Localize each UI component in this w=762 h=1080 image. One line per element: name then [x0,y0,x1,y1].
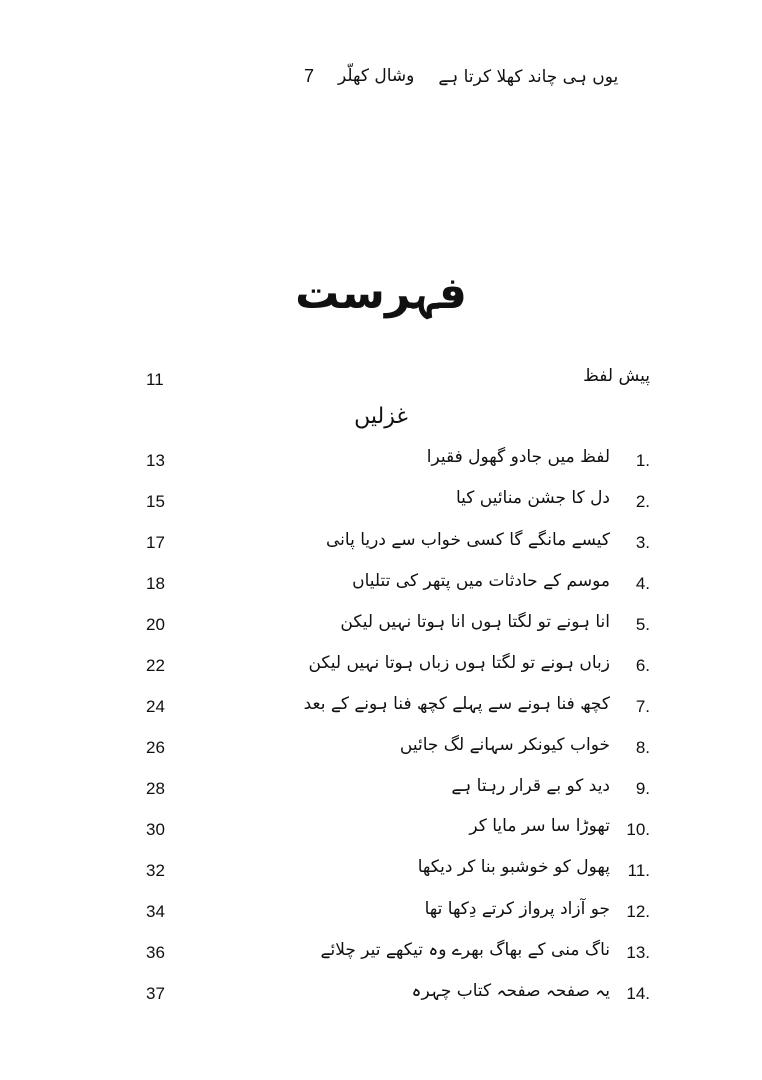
toc-entry-index: 1. [635,451,650,470]
header-book-title: یوں ہی چاند کھلا کرتا ہے [438,66,619,87]
toc-entry-text: پیش لفظ [583,366,650,386]
toc-entry-page: 36 [146,943,165,962]
toc-entry-index: 14. [626,984,650,1003]
toc-row [0,694,762,733]
toc-entry-index: 3. [635,533,650,552]
toc-entry-text: یہ صفحہ صفحہ کتاب چہرہ [411,981,610,1001]
toc-entry-index: 6. [635,656,650,675]
toc-entry-page: 30 [146,820,165,839]
toc-entry-index: 7. [635,697,650,716]
header-author: وشال کھلّر [338,66,415,86]
toc-row-preface [0,366,762,406]
toc-entry-page: 26 [146,738,165,757]
toc-entry-text: لفظ میں جادو گھول فقیرا [426,447,610,467]
toc-row [0,447,762,487]
toc-entry-index: 12. [626,902,650,921]
toc-row [0,612,762,651]
toc-entry-index: 5. [635,615,650,634]
toc-row [0,488,762,528]
toc-entry-page: 37 [146,984,165,1003]
toc-entry-index: 2. [635,492,650,511]
toc-entry-index: 4. [635,574,650,593]
toc-entry-text: دید کو بے قرار رہتا ہے [451,776,610,796]
toc-entry-text: زباں ہونے تو لگتا ہوں زباں ہوتا نہیں لیکن [308,653,610,673]
toc-entry-index: 13. [626,943,650,962]
toc-entry-text: پھول کو خوشبو بنا کر دیکھا [417,857,610,877]
toc-entry-index: 8. [635,738,650,757]
toc-row [0,653,762,692]
toc-entry-page: 15 [146,492,165,511]
header-page-number: 7 [304,65,315,86]
toc-entry-text: جو آزاد پرواز کرتے دِکھا تھا [424,899,610,919]
toc-row [0,776,762,815]
toc-row [0,816,762,856]
toc-row [0,857,762,897]
page-title: فہرست [295,268,467,319]
toc-entry-text: دل کا جشن منائیں کیا [455,488,610,508]
toc-row [0,530,762,569]
toc-row [0,940,762,979]
toc-row [0,899,762,938]
toc-row [0,735,762,774]
section-title: غزلیں [354,404,408,429]
toc-entry-text: ناگ منی کے بھاگ بھرے وہ تیکھے تیر چلائے [320,940,610,960]
toc-entry-page: 22 [146,656,165,675]
toc-entry-text: انا ہونے تو لگتا ہوں انا ہوتا نہیں لیکن [340,612,610,632]
toc-entry-text: تھوڑا سا سر مایا کر [469,816,610,836]
toc-entry-page: 18 [146,574,165,593]
toc-entry-index: 9. [635,779,650,798]
toc-entry-page: 24 [146,697,165,716]
toc-entry-page: 13 [146,451,165,470]
toc-entry-text: خواب کیونکر سہانے لگ جائیں [399,735,610,755]
toc-row [0,981,762,1020]
toc-entry-page: 20 [146,615,165,634]
toc-entry-text: موسم کے حادثات میں پتھر کی تتلیاں [352,571,610,591]
toc-entry-text: کچھ فنا ہونے سے پہلے کچھ فنا ہونے کے بعد [303,694,610,714]
toc-entry-page: 34 [146,902,165,921]
running-header [280,58,619,94]
toc-row [0,571,762,610]
toc-entry-index: 11. [627,861,650,880]
toc-entry-page: 17 [146,533,165,552]
toc-entry-index: 10. [626,820,650,839]
toc-entry-page: 32 [146,861,165,880]
toc-entry-text: کیسے مانگے گا کسی خواب سے دریا پانی [326,530,610,550]
toc-entry-page: 28 [146,779,165,798]
toc-entry-page: 11 [146,370,164,389]
